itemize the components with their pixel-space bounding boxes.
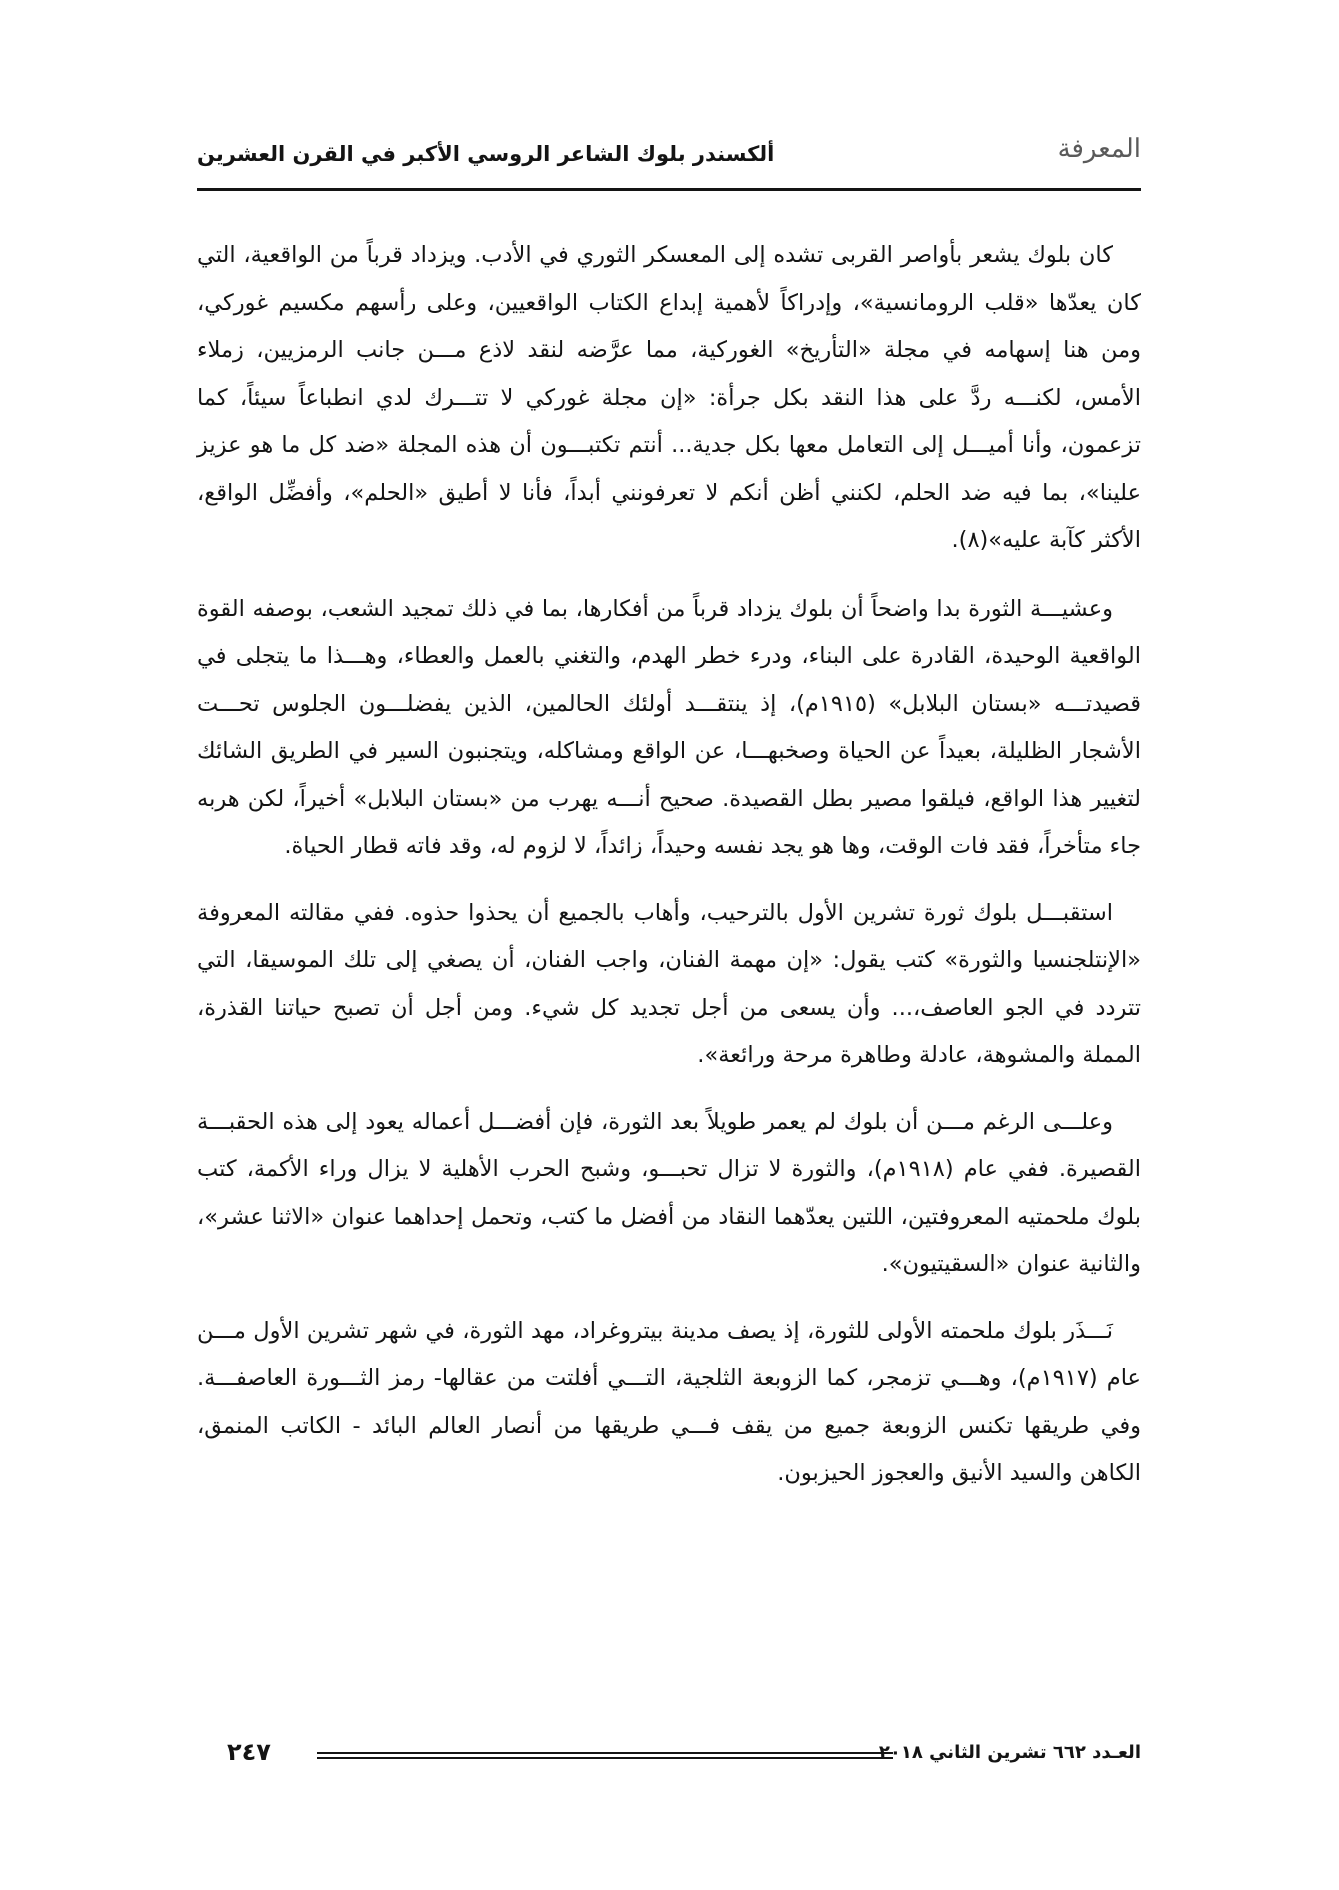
footer-divider (317, 1752, 893, 1759)
running-header (197, 128, 1141, 191)
issue-info: العـدد ٦٦٢ تشرين الثاني ٢٠١٨ (878, 1742, 1141, 1763)
paragraph: نَـــذَر بلوك ملحمته الأولى للثورة، إذ يصف مدينة بيتروغراد، مهد الثورة، في شهر تشرين الأول مـــن عام (١٩١٧م)، وهـــي تزمجر، كما الزوبعة الثلجية، التـــي أفلتت من عقالها- رمز الثـــورة العاصفـــة. وفي طريقها تكنس الزوبعة جميع من يقف فـــي طريقها من أنصار العالم البائد - الكاتب المنمق، الكاهن والسيد الأنيق والعجوز الحيزبون. (197, 1317, 1141, 1486)
article-body (197, 232, 1141, 1511)
page-footer (197, 1735, 1141, 1775)
paragraph: كان بلوك يشعر بأواصر القربى تشده إلى المعسكر الثوري في الأدب. ويزداد قرباً من الواقعية، التي كان يعدّها «قلب الرومانسية»، وإدراكاً لأهمية إبداع الكتاب الواقعيين، وعلى رأسهم مكسيم غوركي، ومن هنا إسهامه في مجلة «التأريخ» الغوركية، مما عرَّضه لنقد لاذع مـــن جانب الرمزيين، زملاء الأمس، لكنـــه ردَّ على هذا النقد بكل جرأة: «إن مجلة غوركي لا تتـــرك لدي انطباعاً سيئاً، كما تزعمون، وأنا أميـــل إلى التعامل معها بكل جدية... أنتم تكتبـــون أن هذه المجلة «ضد كل ما هو عزيز علينا»، بما فيه ضد الحلم، لكنني أظن أنكم لا تعرفونني أبداً، فأنا لا أطيق «الحلم»، وأفضِّل الواقع، الأكثر كآبة عليه»(٨). (197, 242, 1141, 553)
paragraph: وعلـــى الرغم مـــن أن بلوك لم يعمر طويلاً بعد الثورة، فإن أفضـــل أعماله يعود إلى هذه الحقبـــة القصيرة. ففي عام (١٩١٨م)، والثورة لا تزال تحبـــو، وشبح الحرب الأهلية لا يزال وراء الأكمة، كتب بلوك ملحمتيه المعروفتين، اللتين يعدّهما النقاد من أفضل ما كتب، وتحمل إحداهما عنوان «الاثنا عشر»، والثانية عنوان «السقيتيون». (197, 1108, 1141, 1277)
magazine-logo: المعرفة (1057, 134, 1141, 164)
article-title: ألكسندر بلوك الشاعر الروسي الأكبر في القرن العشرين (197, 142, 775, 166)
paragraph: وعشيـــة الثورة بدا واضحاً أن بلوك يزداد قرباً من أفكارها، بما في ذلك تمجيد الشعب، بوصفه القوة الواقعية الوحيدة، القادرة على البناء، ودرء خطر الهدم، والتغني بالعمل والعطاء، وهـــذا ما يتجلى في قصيدتـــه «بستان البلابل» (١٩١٥م)، إذ ينتقـــد أولئك الحالمين، الذين يفضلـــون الجلوس تحـــت الأشجار الظليلة، بعيداً عن الحياة وصخبهـــا، عن الواقع ومشاكله، ويتجنبون السير في الطريق الشائك لتغيير هذا الواقع، فيلقوا مصير بطل القصيدة. صحيح أنـــه يهرب من «بستان البلابل» أخيراً، لكن هربه جاء متأخراً، فقد فات الوقت، وها هو يجد نفسه وحيداً، زائداً، لا لزوم له، وقد فاته قطار الحياة. (197, 595, 1141, 859)
paragraph: استقبـــل بلوك ثورة تشرين الأول بالترحيب، وأهاب بالجميع أن يحذوا حذوه. ففي مقالته المعروفة «الإنتلجنسيا والثورة» كتب يقول: «إن مهمة الفنان، واجب الفنان، أن يصغي إلى تلك الموسيقا، التي تتردد في الجو العاصف،... وأن يسعى من أجل تجديد كل شيء. ومن أجل أن تصبح حياتنا القذرة، المملة والمشوهة، عادلة وطاهرة مرحة ورائعة». (197, 899, 1141, 1068)
page-number: ٢٤٧ (227, 1738, 271, 1766)
